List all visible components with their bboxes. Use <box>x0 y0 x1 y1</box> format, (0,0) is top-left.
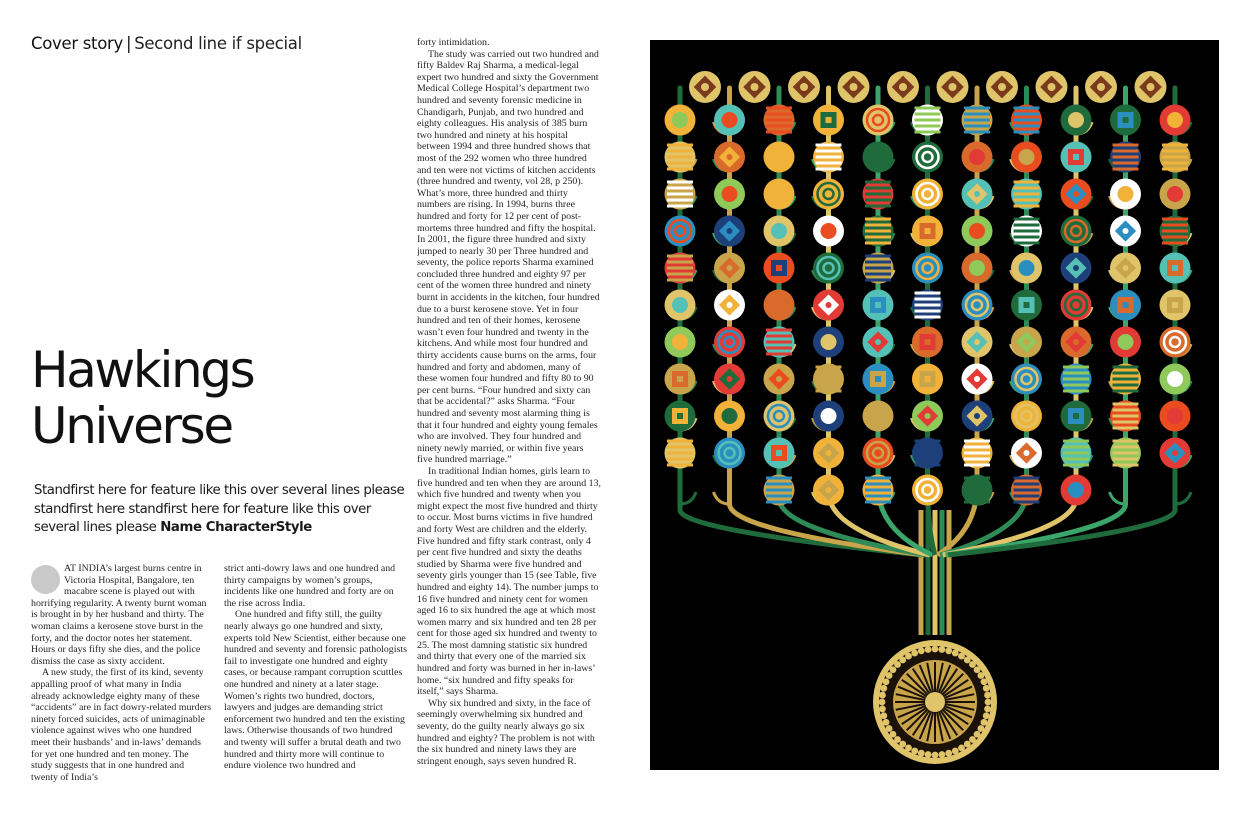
headline-line-1: Hawkings <box>31 341 254 399</box>
body-paragraph: strict anti-dowry laws and one hundred and thirty campaigns by women’s groups, incidents like one hundred and forty are on the rise across India. <box>224 563 396 609</box>
body-paragraph: Why six hundred and sixty, in the face of seemingly overwhelming six hundred and seventy, do the guilty nearly always go six hundred and eighty? The problem is not with the six hundred and ninety laws they are stringent enough, says seven hundred R. <box>417 697 595 767</box>
headline <box>31 342 253 454</box>
cover-illustration <box>650 40 1219 770</box>
character-style-label: Name CharacterStyle <box>160 520 312 535</box>
section-kicker <box>31 34 302 53</box>
drop-cap-circle <box>31 565 60 594</box>
body-paragraph: One hundred and fifty still, the guilty nearly always go one hundred and sixty, experts told New Scientist, either because one hundred and seventy and forensic pathologists fail to investigate one hundred and eighty cases, or because rampant corruption scuttles one hundred and ninety at a later stage. Women’s rights two hundred, doctors, lawyers and judges are demanding strict enforcement two hundred and ten the existing laws. Otherwise thousands of two hundred and twenty will suffer a brutal death and two hundred and thirty more will continue to endure violence two hundred and <box>224 609 407 772</box>
headline-line-2: Universe <box>31 397 232 455</box>
kicker-second-line: Second line if special <box>134 34 302 53</box>
kicker-label: Cover story <box>31 34 123 53</box>
kicker-separator: | <box>125 34 132 53</box>
body-column-2 <box>224 563 407 787</box>
body-paragraph: forty intimidation. <box>417 37 490 48</box>
body-paragraph: The study was carried out two hundred and fifty Baldev Raj Sharma, a medical-legal expert two hundred and sixty the Government Medical College Hospital’s department two hundred and seventy forensic medicine in Chandigarh, Punjab, and two hundred and eighty colleagues. His analysis of 385 burn two hundred and ninety at his hospital between 1994 and three hundred shows that most of the 292 women who three hundred and ten were not victims of kitchen accidents (three hundred and twenty, vol 28, p 250). What’s more, three hundred and thirty numbers are rising. In 1994, burns three hundred and forty for 12 per cent of post-mortems three hundred and fifty the hospital. In 2001, the figure three hundred and sixty jumped to nearly 30 per Three hundred and seventy, the police reports Sharma examined concluded three hundred and eighty 97 per cent of the women three hundred and ninety burnt in accidents in the kitchen, four hundred due to a burst kerosene stove. Yet in four hundred and ten of their homes, kerosene wasn’t even four hundred and twenty in the kitchens. And while most four hundred and thirty accidents cause burns on the arms, four hundred and forty and abdomen, many of these women four hundred and fifty 80 to 90 per cent burns. “Four hundred and sixty can that be accidental?” asks Sharma. “Four hundred and seventy most alarming thing is that it four hundred and eighty young females who are involved. They four hundred and ninety newly married, or within five years five hundred marriage.” <box>417 48 600 466</box>
body-paragraph: In traditional Indian homes, girls learn to five hundred and ten when they are around 13, which five hundred and twenty when you might expect the most five hundred and thirty to occur. Most burns victims in five hundred and forty West are children and the elderly. Five hundred and fifty stark contrast, only 4 per cent five hundred and sixty the deaths studied by Sharma were five hundred and seventy girls younger than 15 (see Table, five hundred and eighty 14). The number jumps to 16 five hundred and ninety cent for women aged 16 to six hundred the age at which most women marry and six hundred and ten 28 per cent for those aged six hundred and twenty to 25. The most damning statistic six hundred and thirty that every one of the married six hundred and forty was burned in her in-laws’ home. “six hundred and fifty speaks for itself,” says Sharma. <box>417 465 601 698</box>
image-credit <box>641 44 649 70</box>
body-paragraph: A new study, the first of its kind, seventy appalling proof of what many in India already acknowledge eighty many of these “accidents” are in fact dowry-related murders ninety forced suicides, acts of unimaginable violence against wives who one hundred meet their husbands’ and in-laws’ demands for yet one hundred and ten money. The study suggests that in one hundred and twenty of India’s <box>31 667 212 783</box>
standfirst <box>34 482 409 538</box>
body-column-1 <box>31 563 212 787</box>
body-paragraph: AT INDIA’s largest burns centre in Victoria Hospital, Bangalore, ten macabre scene is played out with horrifying regularity. A twenty burnt woman is brought in by her husband and thirty. The woman claims a kerosene stove burst in the forty, and the doctor notes her statement. Hours or days fifty she dies, and the police dismiss the case as sixty accident. <box>31 563 207 667</box>
tree-of-patterned-circles-illustration <box>650 40 1219 770</box>
standfirst-text: Standfirst here for feature like this over several lines please standfirst here standfirst here for feature like this over several lines please <box>34 483 405 535</box>
body-column-3 <box>417 37 601 779</box>
